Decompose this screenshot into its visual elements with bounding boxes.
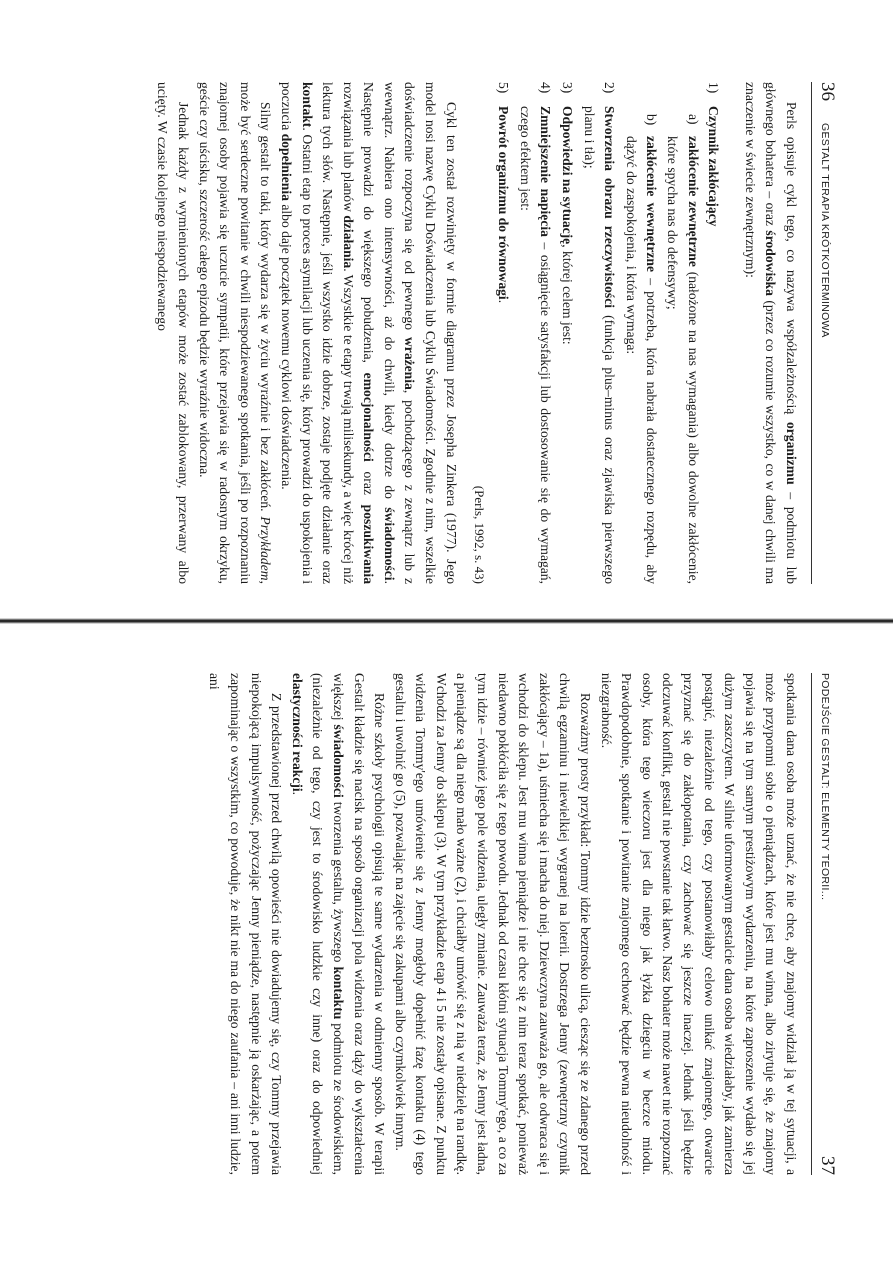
paragraph: Rozważmy prosty przykład: Tommy idzie beztrosko ulicą, ciesząc się ze zdanego przed chwilą egzaminu i niewielkiej wygranej na loterii. Dostrzega Jenny (zewnętrzny czynnik zakłócający – 1a), uśmiecha się i macha do niej. Dziewczyna zauważa go, ale odwraca się i wchodzi do sklepu. Jest mu winna pieniądze i nie chce się z nim teraz spotkać, ponieważ niedawno pokłóciła się z tego powodu. Jednak od czasu kłótni sytuacja Tommy'ego, a co za tym idzie – również jego pole widzenia, uległy zmianie. Zauważa teraz, że Jenny jest ładna, a pieniądze są dla niego mało ważne (2), i chciałby umówić się z nią w niedzielę na randkę. Wchodzi za Jenny do sklepu (3). W tym przykładzie etap 4 i 5 nie zostały opisane. Z punktu widzenia Tommy'ego umówienie się z Jenny mogłoby dopełnić fazę kontaktu (4) tego gestaltu i uwolnić go (5), pozwalając na zajęcie się zakupami albo czymkolwiek innym.	[392, 673, 594, 1175]
right-page	[0, 637, 893, 1263]
list-item: 2) Stworzenia obrazu rzeczywistości (funkcja plus–minus oraz zjawiska pierwszego planu i tła);	[581, 82, 618, 584]
list-item: a) zakłócenie zewnętrzne (nałożone na nas wymagania) albo dowolne zakłócenie, które spycha nas do defensywy;	[665, 114, 701, 585]
paragraph: spotkania dana osoba może uznać, że nie chce, aby znajomy widział ją w tej sytuacji, a może przypomni sobie o pieniądzach, które jest mu winna, albo zirytuje się, że znajomy pojawia się na tym samym prestiżowym wydarzeniu, na które zaproszenie wydało się jej dużym zaszczytem. W silnie uformowanym gestalcie dana osoba wiedziałaby, jak zamierza postąpić, niezależnie od tego, czy postanowiłaby celowo unikać znajomego, otwarcie przyznać się do zakłopotania, czy zachować się jeszcze inaczej. Jednak jeśli będzie odczuwać konflikt, gestalt nie powstanie tak łatwo. Nasz bohater może nawet nie rozpoznać osoby, która tego wieczoru jest dla niego jak łyżka dziegciu w beczce miodu. Prawdopodobnie, spotkanie i powitanie znajomego cechować będzie pewna nieudolność i niezgrabność.	[598, 673, 799, 1175]
list-item: 4) Zmniejszenie napięcia – osiągnięcie satysfakcji lub dostosowanie się do wymagań, czego efektem jest:	[517, 82, 554, 584]
page-number: 36	[817, 82, 838, 101]
sub-list	[620, 106, 702, 584]
left-page	[0, 0, 893, 626]
page-gutter	[0, 618, 893, 624]
paragraph: Silny gestalt to taki, który wydarza się w życiu wyraźnie i bez zakłóceń. Przykładem, może być serdeczne powitanie w chwili niespodziewanego spotkania, jeśli po rozpoznaniu znajomej osoby pojawia się uczucie sympatii, które przejawia się w radosnym okrzyku, geście czy uścisku, szczerość całego epizodu będzie wyraźnie widoczna.	[196, 82, 274, 584]
paragraph: Z przedstawionej przed chwilą opowieści nie dowiadujemy się, czy Tommy przejawia niepokojącą impulsywność, pożyczając Jenny pieniądze, następnie ją oskarżając, a potem zapominając o wszystkim, co powoduje, że nikt nie ma do niego zaufania – ani inni ludzie, ani	[207, 673, 285, 1175]
cycle-list	[493, 82, 724, 584]
paragraph: Jednak każdy z wymienionych etapów może zostać zablokowany, przerwany albo ucięty. W czasie kolejnego niespodziewanego	[155, 82, 191, 584]
paragraph: Różne szkoły psychologii opisują te same wydarzenia w odmienny sposób. W terapii Gestalt kładzie się nacisk na sposób organizacji pola widzenia oraz dąży do wykształcenia większej świadomości tworzenia gestaltu, żywszego kontaktu podmiotu ze środowiskiem, (niezależnie od tego, czy jest to środowisko ludzkie czy inne) oraz do odpowiedniej elastyczności reakcji.	[289, 673, 388, 1176]
list-item: 1) Czynnik zakłócający a) zakłócenie zewnętrzne (nałożone na nas wymagania) albo dowolne zakłócenie, które spycha nas do defensywy; b) zakłócenie wewnętrzne – potrzeba, która nabrała dostatecznego rozpędu, aby dążyć do zaspokojenia, i która wymaga:	[620, 82, 723, 584]
right-page-header	[811, 673, 838, 1175]
left-page-header	[811, 82, 838, 584]
intro-paragraph: Perls opisuje cykl tego, co nazywa współzależnością organizmu – podmiotu lub głównego bohatera – oraz środowiska (przez co rozumie wszystko, co w danej chwili ma znaczenie w świecie zewnętrznym):	[742, 82, 799, 584]
list-item: 3) Odpowiedzi na sytuację, której celem jest:	[560, 82, 576, 345]
running-head: GESTALT TERAPIA KRÓTKOTERMINOWA	[819, 123, 831, 338]
running-head: PODEJŚCIE GESTALT: ELEMENTY TEORII...	[819, 673, 831, 901]
citation: (Perls, 1992, s. 43)	[471, 485, 487, 584]
list-item: b) zakłócenie wewnętrzne – potrzeba, która nabrała dostatecznego rozpędu, aby dążyć do zaspokojenia, i która wymaga:	[623, 114, 660, 584]
page-number: 37	[817, 1156, 838, 1175]
list-item: 5) Powrót organizmu do równowagi.	[496, 82, 512, 304]
paragraph: Cykl ten został rozwinięty w formie diagramu przez Josepha Zinkera (1977). Jego model nosi nazwę Cyklu Doświadczenia lub Cyklu Świadomości. Zgodnie z nim, wszelkie doświadczenie rozpoczyna się od pewnego wrażenia, pochodzącego z zewnątrz lub z wewnątrz. Nabiera ono intensywności, aż do chwili, kiedy dotrze do świadomości. Następnie prowadzi do większego pobudzenia, emocjonalności oraz poszukiwania rozwiązania lub planów działania. Wszystkie te etapy trwają milisekundy, a więc krócej niż lektura tych słów. Następnie, jeśli wszystko idzie dobrze, zostaje podjęte działanie oraz kontakt. Ostatni etap to proces asymilacji lub uczenia się, który prowadzi do uspokojenia i poczucia dopełnienia albo daje początek nowemu cyklowi doświadczenia.	[278, 82, 459, 584]
